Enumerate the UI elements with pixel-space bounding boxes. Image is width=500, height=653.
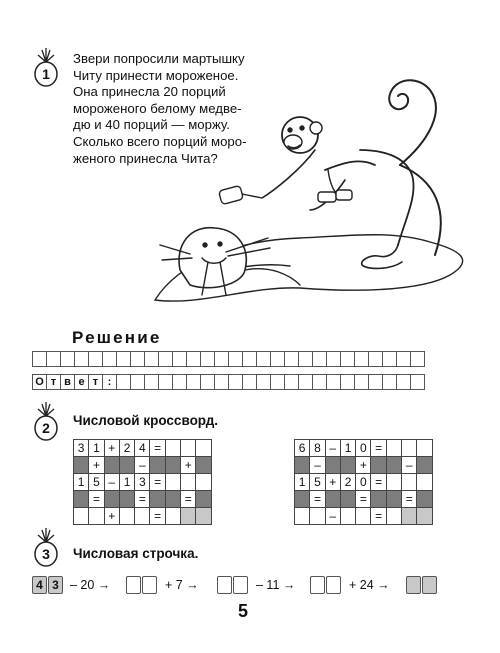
grid-cell[interactable] [298, 351, 313, 367]
grid-cell[interactable] [298, 374, 313, 390]
grid-cell[interactable] [354, 351, 369, 367]
crossword-answer-cell[interactable] [402, 508, 417, 525]
grid-cell[interactable] [284, 374, 299, 390]
grid-cell[interactable] [326, 351, 341, 367]
crossword-cell[interactable]: 0 [356, 474, 371, 491]
chain-operation: + 24 → [349, 578, 390, 592]
task-1-line: Читу принести мороженое. [73, 67, 239, 83]
crossword-cell[interactable] [295, 508, 310, 525]
crossword-cell[interactable] [181, 440, 196, 457]
grid-cell[interactable] [60, 351, 75, 367]
monkey-walrus-illustration [150, 70, 480, 315]
crossword-cell[interactable] [135, 508, 150, 525]
crossword-row [74, 440, 212, 457]
chain-answer-box[interactable] [233, 576, 248, 594]
number-chain [32, 576, 452, 596]
crossword-cell[interactable]: – [325, 508, 340, 525]
grid-cell[interactable] [200, 351, 215, 367]
crossword-cell[interactable]: + [325, 474, 340, 491]
crossword-cell[interactable]: = [150, 474, 165, 491]
answer-label-letter: е [74, 374, 89, 390]
crossword-cell[interactable]: 1 [119, 474, 134, 491]
grid-cell[interactable] [172, 374, 187, 390]
crossword-cell[interactable]: = [181, 491, 196, 508]
crossword-cell[interactable] [165, 474, 180, 491]
grid-cell[interactable] [32, 351, 47, 367]
grid-cell[interactable] [242, 374, 257, 390]
grid-cell[interactable] [396, 374, 411, 390]
grid-cell[interactable] [368, 351, 383, 367]
crossword-cell[interactable] [402, 474, 417, 491]
crossword-cell[interactable] [386, 508, 401, 525]
crossword-cell[interactable]: 0 [356, 440, 371, 457]
crossword-cell[interactable]: 2 [340, 474, 355, 491]
task-1-number: 1 [42, 66, 50, 82]
crossword-cell[interactable] [310, 508, 325, 525]
grid-cell[interactable] [172, 351, 187, 367]
chain-answer-box[interactable] [310, 576, 325, 594]
grid-cell[interactable] [158, 351, 173, 367]
answer-label-letter: т [88, 374, 103, 390]
crossword-blocked-cell [104, 457, 119, 474]
crossword-cell[interactable]: – [402, 457, 417, 474]
chain-start-digit: 3 [48, 576, 63, 594]
crossword-blocked-cell [295, 491, 310, 508]
crossword-blocked-cell [417, 457, 432, 474]
task-3-number-badge [31, 528, 61, 568]
crossword-row [74, 474, 212, 491]
grid-cell[interactable] [270, 351, 285, 367]
crossword-cell[interactable] [74, 508, 89, 525]
crossword-cell[interactable]: 1 [74, 474, 89, 491]
grid-cell[interactable] [382, 374, 397, 390]
grid-cell[interactable] [214, 351, 229, 367]
crossword-blocked-cell [371, 457, 386, 474]
task-3-title: Числовая строчка. [73, 546, 199, 561]
right-crossword[interactable] [294, 439, 433, 525]
crossword-blocked-cell [74, 457, 89, 474]
grid-cell[interactable] [144, 374, 159, 390]
grid-cell[interactable] [368, 374, 383, 390]
task-1-number-badge [31, 48, 61, 88]
chain-answer-box[interactable] [217, 576, 232, 594]
solution-title: Решение [72, 328, 162, 347]
crossword-cell[interactable] [89, 508, 104, 525]
crossword-answer-cell[interactable] [196, 508, 211, 525]
chain-operation: + 7 → [165, 578, 199, 592]
task-2-number: 2 [42, 420, 50, 436]
task-1-line: женого принесла Чита? [73, 150, 218, 166]
crossword-cell[interactable]: = [150, 508, 165, 525]
grid-cell[interactable] [410, 351, 425, 367]
crossword-row [295, 508, 433, 525]
crossword-cell[interactable]: – [104, 474, 119, 491]
grid-cell[interactable] [382, 351, 397, 367]
crossword-cell[interactable] [386, 440, 401, 457]
crossword-cell[interactable]: = [150, 440, 165, 457]
chain-answer-box[interactable] [326, 576, 341, 594]
crossword-row [295, 474, 433, 491]
crossword-blocked-cell [150, 491, 165, 508]
grid-cell[interactable] [256, 351, 271, 367]
grid-cell[interactable] [74, 351, 89, 367]
grid-cell[interactable] [326, 374, 341, 390]
crossword-cell[interactable]: + [356, 457, 371, 474]
crossword-blocked-cell [196, 491, 211, 508]
crossword-cell[interactable]: 5 [310, 474, 325, 491]
grid-cell[interactable] [410, 374, 425, 390]
crossword-cell[interactable]: = [371, 508, 386, 525]
crossword-cell[interactable]: + [181, 457, 196, 474]
crossword-cell[interactable] [119, 508, 134, 525]
crossword-blocked-cell [119, 491, 134, 508]
chain-operation: – 11 → [256, 578, 296, 592]
answer-label-letter: в [60, 374, 75, 390]
crossword-cell[interactable]: 4 [135, 440, 150, 457]
grid-cell[interactable] [228, 374, 243, 390]
crossword-row [295, 457, 433, 474]
crossword-cell[interactable] [340, 508, 355, 525]
solution-grid-row[interactable] [33, 351, 425, 367]
grid-cell[interactable] [130, 351, 145, 367]
grid-cell[interactable] [270, 374, 285, 390]
chain-final-box[interactable] [406, 576, 421, 594]
task-1-line: Звери попросили мартышку [73, 51, 245, 66]
crossword-cell[interactable]: – [325, 440, 340, 457]
crossword-answer-cell[interactable] [181, 508, 196, 525]
crossword-cell[interactable]: 3 [74, 440, 89, 457]
grid-cell[interactable] [102, 351, 117, 367]
crossword-blocked-cell [340, 491, 355, 508]
task-1-line: мороженого белому медве- [73, 100, 242, 116]
crossword-cell[interactable] [417, 440, 432, 457]
crossword-blocked-cell [119, 457, 134, 474]
crossword-row [74, 491, 212, 508]
crossword-cell[interactable] [196, 440, 211, 457]
chain-operation: – 20 → [70, 578, 111, 592]
answer-label-letter: О [32, 374, 47, 390]
crossword-cell[interactable] [196, 474, 211, 491]
crossword-cell[interactable]: 5 [89, 474, 104, 491]
crossword-cell[interactable]: – [135, 457, 150, 474]
crossword-blocked-cell [325, 457, 340, 474]
chain-start-digit: 4 [32, 576, 47, 594]
crossword-cell[interactable] [165, 508, 180, 525]
grid-cell[interactable] [312, 374, 327, 390]
task-1-line: Она принесла 20 порций [73, 84, 226, 100]
crossword-blocked-cell [371, 491, 386, 508]
task-3-number: 3 [42, 546, 50, 562]
crossword-cell[interactable]: 6 [295, 440, 310, 457]
left-crossword[interactable] [73, 439, 212, 525]
grid-cell[interactable] [340, 374, 355, 390]
chain-final-box[interactable] [422, 576, 437, 594]
answer-label-letter: т [46, 374, 61, 390]
crossword-blocked-cell [196, 457, 211, 474]
grid-cell[interactable] [186, 351, 201, 367]
grid-cell[interactable] [228, 351, 243, 367]
crossword-cell[interactable]: 2 [119, 440, 134, 457]
grid-cell[interactable] [186, 374, 201, 390]
answer-row[interactable] [33, 374, 425, 390]
crossword-blocked-cell [165, 491, 180, 508]
crossword-blocked-cell [165, 457, 180, 474]
page-number: 5 [238, 601, 249, 621]
grid-cell[interactable] [340, 351, 355, 367]
crossword-cell[interactable] [356, 508, 371, 525]
grid-cell[interactable] [354, 374, 369, 390]
crossword-cell[interactable] [181, 474, 196, 491]
grid-cell[interactable] [46, 351, 61, 367]
crossword-cell[interactable]: = [371, 474, 386, 491]
crossword-answer-cell[interactable] [417, 508, 432, 525]
crossword-cell[interactable] [402, 440, 417, 457]
crossword-row [295, 491, 433, 508]
crossword-cell[interactable]: = [371, 440, 386, 457]
crossword-blocked-cell [340, 457, 355, 474]
grid-cell[interactable] [88, 351, 103, 367]
task-1-line: Сколько всего порций моро- [73, 133, 247, 149]
crossword-cell[interactable]: = [402, 491, 417, 508]
grid-cell[interactable] [312, 351, 327, 367]
crossword-cell[interactable]: = [89, 491, 104, 508]
crossword-cell[interactable] [417, 474, 432, 491]
crossword-cell[interactable]: + [104, 508, 119, 525]
crossword-cell[interactable]: 1 [295, 474, 310, 491]
grid-cell[interactable] [396, 351, 411, 367]
grid-cell[interactable] [200, 374, 215, 390]
crossword-cell[interactable]: 8 [310, 440, 325, 457]
grid-cell[interactable] [130, 374, 145, 390]
crossword-cell[interactable]: + [104, 440, 119, 457]
crossword-blocked-cell [417, 491, 432, 508]
crossword-row [74, 508, 212, 525]
crossword-cell[interactable]: = [356, 491, 371, 508]
grid-cell[interactable] [242, 351, 257, 367]
chain-answer-box[interactable] [126, 576, 141, 594]
crossword-blocked-cell [104, 491, 119, 508]
task-2-number-badge [31, 402, 61, 442]
crossword-blocked-cell [325, 491, 340, 508]
crossword-blocked-cell [386, 457, 401, 474]
crossword-cell[interactable] [165, 440, 180, 457]
crossword-blocked-cell [150, 457, 165, 474]
crossword-cell[interactable]: – [310, 457, 325, 474]
task-2-title: Числовой кроссворд. [73, 413, 219, 428]
grid-cell[interactable] [116, 374, 131, 390]
crossword-cell[interactable]: = [135, 491, 150, 508]
crossword-cell[interactable]: 3 [135, 474, 150, 491]
grid-cell[interactable] [284, 351, 299, 367]
crossword-row [295, 440, 433, 457]
task-1-line: дю и 40 порций — моржу. [73, 117, 230, 133]
crossword-blocked-cell [295, 457, 310, 474]
chain-answer-box[interactable] [142, 576, 157, 594]
answer-label-letter: : [102, 374, 117, 390]
crossword-cell[interactable]: + [89, 457, 104, 474]
crossword-cell[interactable] [386, 474, 401, 491]
crossword-cell[interactable]: = [310, 491, 325, 508]
crossword-blocked-cell [74, 491, 89, 508]
crossword-cell[interactable]: 1 [340, 440, 355, 457]
crossword-row [74, 457, 212, 474]
crossword-cell[interactable]: 1 [89, 440, 104, 457]
grid-cell[interactable] [214, 374, 229, 390]
crossword-blocked-cell [386, 491, 401, 508]
grid-cell[interactable] [158, 374, 173, 390]
grid-cell[interactable] [116, 351, 131, 367]
grid-cell[interactable] [256, 374, 271, 390]
grid-cell[interactable] [144, 351, 159, 367]
